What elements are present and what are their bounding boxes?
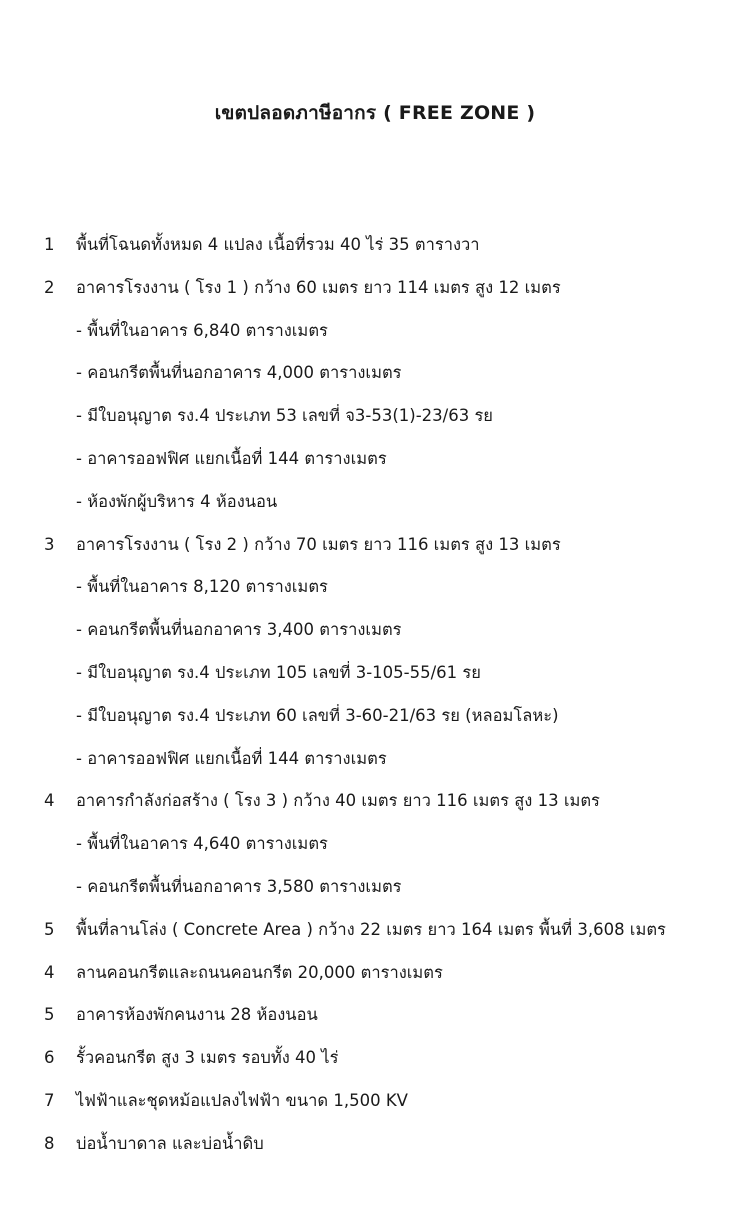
list-item	[0, 960, 750, 1003]
list-subitem	[0, 360, 750, 403]
list-item	[0, 917, 750, 960]
list-subitem	[0, 489, 750, 532]
list-subitem	[0, 746, 750, 789]
subitem-text: - คอนกรีตพื้นที่นอกอาคาร 4,000 ตารางเมตร	[76, 363, 402, 383]
list-subitem	[0, 403, 750, 446]
item-text: ลานคอนกรีตและถนนคอนกรีต 20,000 ตารางเมตร	[76, 962, 443, 982]
item-text: พื้นที่โฉนดทั้งหมด 4 แปลง เนื้อที่รวม 40 ไร่ 35 ตารางวา	[76, 235, 480, 254]
list-subitem	[0, 446, 750, 489]
item-text: อาคารห้องพักคนงาน 28 ห้องนอน	[76, 1005, 318, 1025]
item-number: 5	[44, 1005, 55, 1025]
list-item	[0, 232, 750, 275]
document-title: เขตปลอดภาษีอากร ( FREE ZONE )	[214, 102, 536, 124]
item-text: อาคารโรงงาน ( โรง 1 ) กว้าง 60 เมตร ยาว 114 เมตร สูง 12 เมตร	[76, 277, 561, 297]
item-text: พื้นที่ลานโล่ง ( Concrete Area ) กว้าง 22 เมตร ยาว 164 เมตร พื้นที่ 3,608 เมตร	[76, 919, 666, 939]
item-number: 3	[44, 534, 55, 554]
list-item	[0, 1045, 750, 1088]
list-item	[0, 1131, 750, 1174]
item-number: 8	[44, 1133, 55, 1153]
item-number: 2	[44, 277, 55, 297]
list-subitem	[0, 574, 750, 617]
list-subitem	[0, 831, 750, 874]
item-text: อาคารกำลังก่อสร้าง ( โรง 3 ) กว้าง 40 เมตร ยาว 116 เมตร สูง 13 เมตร	[76, 791, 600, 811]
list-subitem	[0, 660, 750, 703]
list-subitem	[0, 318, 750, 361]
list-subitem	[0, 874, 750, 917]
subitem-text: - พื้นที่ในอาคาร 6,840 ตารางเมตร	[76, 320, 328, 340]
list-item	[0, 788, 750, 831]
subitem-text: - อาคารออฟฟิศ แยกเนื้อที่ 144 ตารางเมตร	[76, 448, 387, 468]
list-subitem	[0, 617, 750, 660]
item-number: 4	[44, 962, 55, 982]
item-text: บ่อน้ำบาดาล และบ่อน้ำดิบ	[76, 1133, 264, 1153]
item-text: อาคารโรงงาน ( โรง 2 ) กว้าง 70 เมตร ยาว 116 เมตร สูง 13 เมตร	[76, 534, 561, 554]
item-text: ไฟฟ้าและชุดหม้อแปลงไฟฟ้า ขนาด 1,500 KV	[76, 1090, 408, 1110]
subitem-text: - พื้นที่ในอาคาร 4,640 ตารางเมตร	[76, 834, 328, 854]
item-number: 4	[44, 791, 55, 811]
item-number: 7	[44, 1090, 55, 1110]
item-number: 6	[44, 1048, 55, 1068]
item-text: รั้วคอนกรีต สูง 3 เมตร รอบทั้ง 40 ไร่	[76, 1048, 339, 1068]
item-list	[0, 232, 750, 1174]
subitem-text: - มีใบอนุญาต รง.4 ประเภท 53 เลขที่ จ3-53(1)-23/63 รย	[76, 406, 493, 426]
subitem-text: - คอนกรีตพื้นที่นอกอาคาร 3,400 ตารางเมตร	[76, 620, 402, 640]
subitem-text: - พื้นที่ในอาคาร 8,120 ตารางเมตร	[76, 577, 328, 597]
item-number: 1	[44, 235, 55, 254]
list-item	[0, 1002, 750, 1045]
list-subitem	[0, 703, 750, 746]
list-item	[0, 532, 750, 575]
subitem-text: - มีใบอนุญาต รง.4 ประเภท 105 เลขที่ 3-105-55/61 รย	[76, 662, 481, 682]
subitem-text: - อาคารออฟฟิศ แยกเนื้อที่ 144 ตารางเมตร	[76, 748, 387, 768]
subitem-text: - ห้องพักผู้บริหาร 4 ห้องนอน	[76, 491, 278, 511]
list-item	[0, 1088, 750, 1131]
item-number: 5	[44, 919, 55, 939]
list-item	[0, 275, 750, 318]
subitem-text: - มีใบอนุญาต รง.4 ประเภท 60 เลขที่ 3-60-21/63 รย (หลอมโลหะ)	[76, 705, 559, 725]
subitem-text: - คอนกรีตพื้นที่นอกอาคาร 3,580 ตารางเมตร	[76, 876, 402, 896]
